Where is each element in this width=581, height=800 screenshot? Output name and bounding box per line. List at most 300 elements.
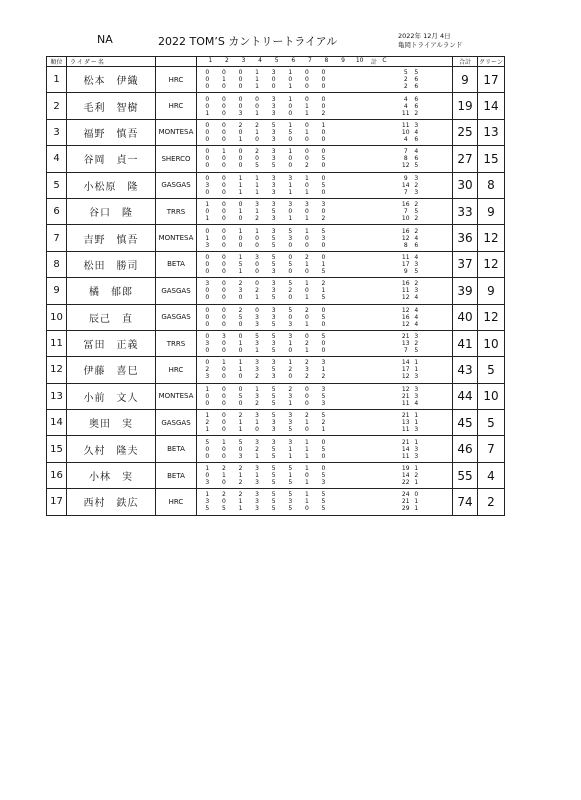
rank-cell: 14 — [47, 410, 67, 436]
section-score: 5 — [271, 385, 276, 393]
section-score: 5 — [288, 128, 293, 136]
section-score: 5 — [288, 280, 293, 288]
bike-cell: SHERCO — [156, 146, 197, 172]
lap-row — [197, 103, 452, 110]
section-score: 1 — [288, 181, 293, 189]
lap-scores-cell — [197, 198, 453, 224]
section-score: 1 — [288, 359, 293, 367]
section-score: 0 — [238, 373, 243, 381]
lap-clean-count: 6 — [414, 102, 419, 110]
section-score: 1 — [304, 320, 309, 328]
lap-clean-count: 5 — [414, 69, 419, 77]
lap-scores-cell — [197, 357, 453, 383]
section-score: 0 — [221, 83, 226, 91]
lap-subtotal: 19 — [401, 465, 410, 473]
total-cell: 46 — [453, 436, 478, 462]
results-table — [46, 56, 505, 516]
section-score: 1 — [288, 452, 293, 460]
section-score: 0 — [221, 208, 226, 216]
section-score: 0 — [304, 399, 309, 407]
section-score: 1 — [304, 280, 309, 288]
section-score: 0 — [321, 465, 326, 473]
section-score: 1 — [321, 121, 326, 129]
cleans-cell: 10 — [478, 330, 505, 356]
unused-sections — [332, 359, 400, 366]
section-score: 1 — [238, 227, 243, 235]
lap-row — [197, 110, 452, 117]
lap-subtotal: 9 — [403, 174, 408, 182]
lap-subtotal: 12 — [401, 373, 410, 381]
lap-subtotal: 4 — [403, 102, 408, 110]
section-score: 0 — [221, 174, 226, 182]
unused-sections — [332, 162, 400, 169]
lap-scores-cell — [197, 304, 453, 330]
section-score: 0 — [288, 76, 293, 84]
section-score: 0 — [205, 174, 210, 182]
section-score: 5 — [271, 253, 276, 261]
section-score: 0 — [321, 320, 326, 328]
lap-row — [197, 122, 452, 129]
sections-header — [197, 57, 453, 67]
section-score: 1 — [288, 340, 293, 348]
section-score: 0 — [321, 76, 326, 84]
lap-row — [197, 307, 452, 314]
section-score: 1 — [288, 188, 293, 196]
section-score: 1 — [238, 253, 243, 261]
lap-row — [197, 129, 452, 136]
lap-clean-count: 3 — [414, 260, 419, 268]
rank-cell: 1 — [47, 67, 67, 93]
section-score: 0 — [238, 445, 243, 453]
rank-cell: 16 — [47, 462, 67, 488]
lap-subtotal: 24 — [401, 491, 410, 499]
lap-scores-cell — [197, 67, 453, 93]
section-score: 1 — [238, 498, 243, 506]
section-score: 1 — [288, 445, 293, 453]
section-score: 0 — [221, 155, 226, 163]
lap-subtotal: 7 — [403, 148, 408, 156]
section-score: 1 — [238, 419, 243, 427]
section-score: 0 — [205, 227, 210, 235]
section-score: 1 — [304, 445, 309, 453]
lap-clean-count: 3 — [414, 385, 419, 393]
section-score: 0 — [205, 188, 210, 196]
section-score: 1 — [255, 174, 259, 182]
section-score: 0 — [221, 128, 226, 136]
lap-subtotal: 14 — [401, 359, 410, 367]
section-score: 0 — [221, 227, 226, 235]
section-score: 5 — [271, 260, 276, 268]
lap-clean-count: 1 — [414, 438, 419, 446]
rank-cell: 6 — [47, 198, 67, 224]
total-cell: 9 — [453, 67, 478, 93]
section-score: 1 — [288, 148, 293, 156]
section-score: 3 — [271, 438, 276, 446]
bike-cell: GASGAS — [156, 304, 197, 330]
unused-sections — [332, 439, 400, 446]
section-score: 1 — [304, 227, 309, 235]
section-score: 0 — [221, 121, 226, 129]
section-score: 3 — [205, 479, 210, 487]
section-score: 3 — [238, 109, 243, 117]
section-score: 0 — [321, 438, 326, 446]
section-score: 2 — [321, 215, 326, 223]
bike-cell: GASGAS — [156, 278, 197, 304]
section-score: 1 — [321, 260, 326, 268]
section-score: 3 — [255, 479, 259, 487]
section-score: 0 — [205, 267, 210, 275]
section-score: 0 — [304, 95, 309, 103]
section-score: 0 — [288, 135, 293, 143]
section-score: 2 — [304, 340, 309, 348]
section-score: 0 — [304, 208, 309, 216]
section-score: 1 — [288, 121, 293, 129]
section-score: 1 — [221, 148, 226, 156]
section-score: 0 — [238, 148, 243, 156]
section-score: 0 — [238, 399, 243, 407]
lap-row — [197, 268, 452, 275]
section-score: 5 — [271, 472, 276, 480]
section-score: 0 — [221, 479, 226, 487]
section-score: 0 — [304, 426, 309, 434]
table-row — [47, 198, 505, 224]
section-score: 5 — [271, 505, 276, 513]
section-score: 0 — [205, 102, 210, 110]
lap-clean-count: 3 — [414, 373, 419, 381]
section-score: 3 — [205, 241, 210, 249]
unused-sections — [332, 294, 400, 301]
section-score: 1 — [205, 385, 210, 393]
section-score: 0 — [304, 313, 309, 321]
lap-subtotal: 12 — [401, 385, 410, 393]
unused-sections — [332, 148, 400, 155]
section-score: 3 — [288, 234, 293, 242]
section-score: 5 — [321, 392, 326, 400]
bike-cell: HRC — [156, 67, 197, 93]
section-score: 0 — [255, 280, 259, 288]
section-score: 3 — [271, 148, 276, 156]
rider-name-cell: 谷口 隆 — [67, 198, 156, 224]
section-score: 3 — [288, 498, 293, 506]
section-score: 0 — [221, 181, 226, 189]
section-score: 0 — [221, 373, 226, 381]
section-score: 0 — [221, 399, 226, 407]
total-cell: 74 — [453, 489, 478, 515]
lap-clean-count: 2 — [414, 181, 419, 189]
section-score: 3 — [321, 399, 326, 407]
section-score: 3 — [288, 412, 293, 420]
lap-scores-cell — [197, 489, 453, 515]
section-score: 5 — [271, 465, 276, 473]
lap-row — [197, 347, 452, 354]
section-number-1: 1 — [208, 57, 213, 64]
section-score: 0 — [304, 155, 309, 163]
lap-row — [197, 242, 452, 249]
unused-sections — [332, 261, 400, 268]
section-score: 1 — [205, 215, 210, 223]
lap-subtotal: 11 — [401, 399, 410, 407]
unused-sections — [332, 314, 400, 321]
section-score: 1 — [304, 419, 309, 427]
section-score: 3 — [255, 201, 259, 209]
section-score: 0 — [255, 306, 259, 314]
section-score: 0 — [288, 208, 293, 216]
lap-row — [197, 155, 452, 162]
section-score: 1 — [205, 201, 210, 209]
section-score: 1 — [221, 438, 226, 446]
lap-row — [197, 96, 452, 103]
section-score: 3 — [255, 320, 259, 328]
lap-row — [197, 189, 452, 196]
lap-subtotal: 11 — [401, 121, 410, 129]
section-score: 0 — [304, 333, 309, 341]
section-score: 0 — [255, 135, 259, 143]
lap-clean-count: 6 — [414, 241, 419, 249]
lap-scores-cell — [197, 278, 453, 304]
lap-row — [197, 235, 452, 242]
lap-subtotal: 17 — [401, 260, 410, 268]
section-score: 0 — [205, 155, 210, 163]
rank-cell: 7 — [47, 225, 67, 251]
total-cell: 45 — [453, 410, 478, 436]
section-score: 1 — [288, 472, 293, 480]
rider-name-cell: 谷岡 貞一 — [67, 146, 156, 172]
lap-subtotal: 14 — [401, 472, 410, 480]
section-score: 0 — [321, 95, 326, 103]
unused-sections — [332, 479, 400, 486]
lap-subtotal: 2 — [403, 76, 408, 84]
table-row — [47, 172, 505, 198]
section-number-7: 7 — [307, 57, 312, 64]
lap-clean-count: 1 — [414, 412, 419, 420]
section-score: 0 — [205, 392, 210, 400]
section-score: 0 — [221, 135, 226, 143]
section-score: 3 — [255, 498, 259, 506]
cleans-cell: 9 — [478, 278, 505, 304]
table-row — [47, 489, 505, 515]
section-score: 1 — [288, 83, 293, 91]
unused-sections — [332, 129, 400, 136]
rider-name-cell: 毛利 智樹 — [67, 93, 156, 119]
lap-clean-count: 1 — [414, 465, 419, 473]
lap-subtotal: 14 — [401, 181, 410, 189]
section-score: 2 — [288, 366, 293, 374]
section-score: 0 — [321, 135, 326, 143]
section-score: 0 — [238, 83, 243, 91]
section-score: 1 — [288, 95, 293, 103]
section-score: 0 — [255, 241, 259, 249]
section-score: 3 — [271, 109, 276, 117]
rider-header: ライダー名 — [67, 57, 156, 67]
lap-subtotal: 10 — [401, 215, 410, 223]
rider-name-cell: 松本 伊織 — [67, 67, 156, 93]
section-score: 2 — [238, 121, 243, 129]
section-score: 2 — [255, 215, 259, 223]
lap-scores-cell — [197, 93, 453, 119]
section-score: 3 — [321, 385, 326, 393]
table-row — [47, 410, 505, 436]
lap-subtotal: 13 — [401, 419, 410, 427]
rank-cell: 11 — [47, 330, 67, 356]
lap-subtotal: 16 — [401, 227, 410, 235]
lap-clean-count: 1 — [414, 419, 419, 427]
unused-sections — [332, 393, 400, 400]
section-score: 2 — [304, 412, 309, 420]
lap-row — [197, 162, 452, 169]
lap-row — [197, 321, 452, 328]
rider-name-cell: 吉野 慎吾 — [67, 225, 156, 251]
section-score: 0 — [221, 452, 226, 460]
results-body — [47, 67, 505, 516]
unused-sections — [332, 472, 400, 479]
section-score: 0 — [221, 366, 226, 374]
lap-subtotal: 21 — [401, 333, 410, 341]
unused-sections — [332, 453, 400, 460]
section-score: 5 — [288, 479, 293, 487]
section-score: 1 — [288, 69, 293, 77]
section-score: 0 — [221, 419, 226, 427]
section-score: 0 — [321, 347, 326, 355]
cleans-cell: 15 — [478, 146, 505, 172]
lap-subtotal: 8 — [403, 241, 408, 249]
section-score: 3 — [271, 227, 276, 235]
rank-cell: 15 — [47, 436, 67, 462]
section-score: 0 — [321, 128, 326, 136]
cleans-cell: 5 — [478, 410, 505, 436]
lap-row — [197, 491, 452, 498]
section-score: 0 — [304, 135, 309, 143]
section-score: 0 — [271, 76, 276, 84]
section-score: 3 — [288, 419, 293, 427]
unused-sections — [332, 491, 400, 498]
section-score: 1 — [205, 109, 210, 117]
section-score: 5 — [238, 438, 243, 446]
lap-row — [197, 208, 452, 215]
section-score: 0 — [255, 260, 259, 268]
section-score: 1 — [304, 260, 309, 268]
section-score: 0 — [205, 347, 210, 355]
unused-sections — [332, 76, 400, 83]
rank-cell: 17 — [47, 489, 67, 515]
section-score: 3 — [271, 181, 276, 189]
lap-clean-count: 2 — [414, 340, 419, 348]
section-score: 3 — [304, 366, 309, 374]
lap-clean-count: 6 — [414, 135, 419, 143]
section-score: 1 — [205, 465, 210, 473]
lap-clean-count: 3 — [414, 287, 419, 295]
section-score: 1 — [255, 294, 259, 302]
section-score: 1 — [321, 287, 326, 295]
section-score: 1 — [304, 452, 309, 460]
section-score: 3 — [271, 426, 276, 434]
section-score: 0 — [205, 148, 210, 156]
section-score: 1 — [255, 109, 259, 117]
section-score: 0 — [321, 83, 326, 91]
section-score: 1 — [304, 491, 309, 499]
section-score: 3 — [271, 215, 276, 223]
section-score: 5 — [321, 498, 326, 506]
section-score: 1 — [205, 412, 210, 420]
section-number-6: 6 — [291, 57, 296, 64]
section-score: 2 — [321, 280, 326, 288]
section-score: 1 — [238, 426, 243, 434]
section-score: 3 — [255, 340, 259, 348]
lap-clean-count: 4 — [414, 399, 419, 407]
section-score: 1 — [238, 366, 243, 374]
section-score: 3 — [255, 438, 259, 446]
unused-sections — [332, 498, 400, 505]
section-score: 0 — [321, 174, 326, 182]
section-score: 5 — [271, 121, 276, 129]
section-score: 1 — [255, 472, 259, 480]
section-score: 1 — [255, 69, 259, 77]
section-score: 1 — [304, 479, 309, 487]
section-score: 0 — [288, 313, 293, 321]
section-score: 0 — [221, 162, 226, 170]
bike-cell: HRC — [156, 93, 197, 119]
unused-sections — [332, 254, 400, 261]
section-score: 2 — [255, 445, 259, 453]
section-score: 0 — [205, 294, 210, 302]
lap-clean-count: 3 — [414, 452, 419, 460]
section-score: 2 — [238, 306, 243, 314]
lap-subtotal: 16 — [401, 201, 410, 209]
section-score: 1 — [238, 174, 243, 182]
section-score: 2 — [205, 419, 210, 427]
section-score: 5 — [271, 452, 276, 460]
table-row — [47, 225, 505, 251]
lap-subtotal: 21 — [401, 412, 410, 420]
total-cell: 55 — [453, 462, 478, 488]
lap-subtotal: 13 — [401, 340, 410, 348]
lap-subtotal: 16 — [401, 313, 410, 321]
lap-subtotal: 4 — [403, 135, 408, 143]
cleans-cell: 7 — [478, 436, 505, 462]
section-score: 5 — [271, 208, 276, 216]
section-score: 5 — [321, 181, 326, 189]
section-score: 0 — [321, 148, 326, 156]
section-score: 0 — [321, 253, 326, 261]
section-score: 1 — [288, 215, 293, 223]
section-score: 0 — [221, 260, 226, 268]
section-score: 2 — [255, 148, 259, 156]
section-score: 1 — [238, 472, 243, 480]
section-score: 5 — [271, 445, 276, 453]
section-score: 0 — [221, 102, 226, 110]
lap-row — [197, 228, 452, 235]
section-score: 5 — [255, 333, 259, 341]
lap-row — [197, 136, 452, 143]
lap-clean-count: 0 — [414, 491, 419, 499]
section-score: 5 — [205, 505, 210, 513]
lap-row — [197, 340, 452, 347]
section-score: 0 — [221, 188, 226, 196]
section-score: 0 — [205, 162, 210, 170]
section-score: 3 — [288, 392, 293, 400]
section-number-10: 10 — [355, 57, 364, 64]
section-score: 0 — [205, 76, 210, 84]
lap-subtotal: 7 — [403, 347, 408, 355]
lap-subtotal: 17 — [401, 366, 410, 374]
section-score: 5 — [271, 498, 276, 506]
section-score: 3 — [255, 392, 259, 400]
total-cell: 25 — [453, 119, 478, 145]
section-score: 1 — [255, 347, 259, 355]
section-score: 3 — [288, 201, 293, 209]
unused-sections — [332, 215, 400, 222]
cleans-header: クリーン — [478, 57, 505, 67]
lap-scores-cell — [197, 436, 453, 462]
